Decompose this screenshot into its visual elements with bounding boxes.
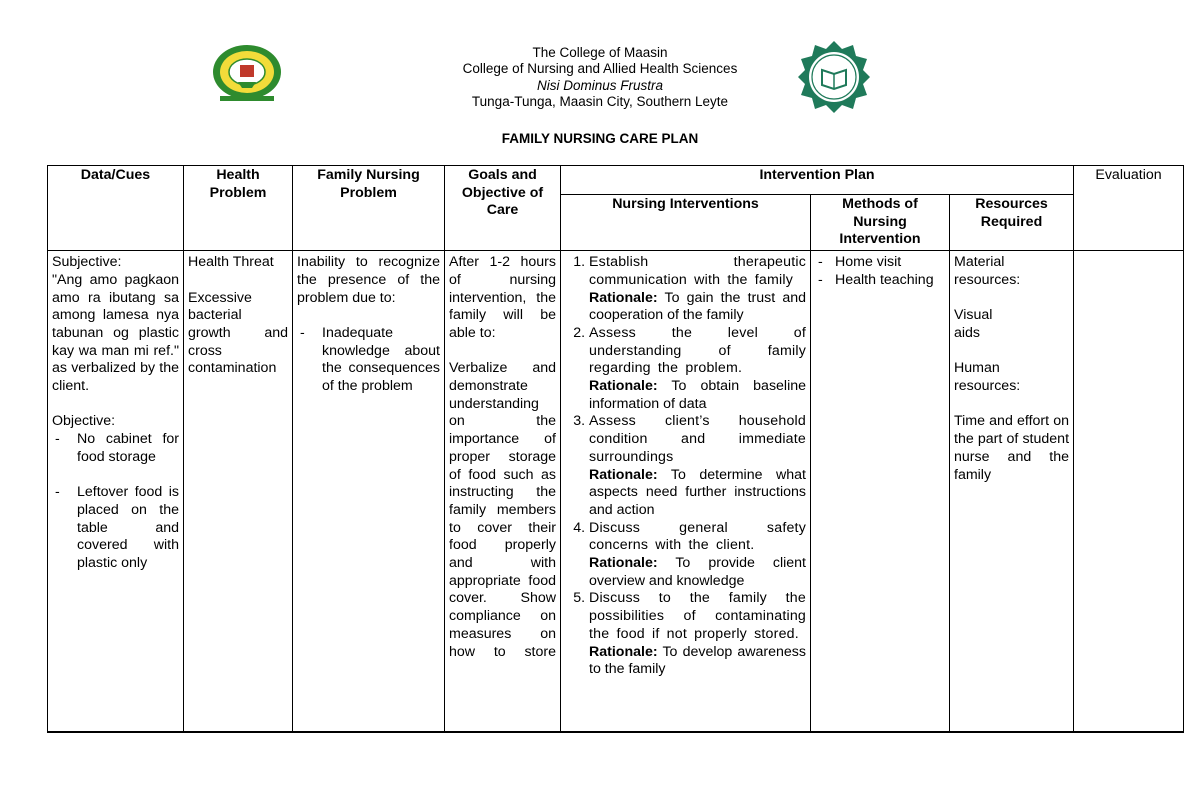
intervention-item (589, 590, 806, 679)
intervention-item (589, 325, 806, 414)
intervention-action: Discuss general safety concerns with the client. (589, 519, 806, 554)
objective-item: - No cabinet for food storage (52, 431, 179, 466)
rationale-label: Rationale: (589, 378, 658, 395)
interventions-list (565, 254, 806, 679)
cell-evaluation (1074, 251, 1184, 732)
rationale-text: To gain the trust and cooperation of the family (589, 289, 806, 324)
header-evaluation: Evaluation (1074, 166, 1184, 251)
intervention-item (589, 413, 806, 519)
cell-family-nursing-problem (293, 251, 445, 732)
cell-nursing-interventions (561, 251, 811, 732)
header-resources: Resources Required (950, 195, 1074, 251)
intervention-action: Discuss to the family the possibilities of contaminating the food if not properly stored. (589, 590, 806, 642)
goals-intro: After 1-2 hours of nursing intervention, the family will be able to: (449, 254, 556, 341)
document-title: FAMILY NURSING CARE PLAN (501, 131, 699, 146)
header-intervention-plan: Intervention Plan (561, 166, 1074, 195)
method-item: - Health teaching (815, 272, 945, 290)
cell-methods (811, 251, 950, 732)
college-name: The College of Maasin (532, 45, 668, 60)
header-health-problem: Health Problem (184, 166, 293, 251)
cell-data-cues (48, 251, 184, 732)
rationale-text: To provide client overview and knowledge (589, 555, 806, 589)
cell-resources (950, 251, 1074, 732)
cell-goals (445, 251, 561, 732)
rationale-label: Rationale: (589, 555, 658, 572)
rationale-text: To develop awareness to the family (589, 643, 806, 678)
address: Tunga-Tunga, Maasin City, Southern Leyte (471, 93, 729, 109)
header-data-cues: Data/Cues (48, 166, 184, 251)
intervention-item (589, 520, 806, 591)
goals-objective: Verbalize and demonstrate understanding on the importance of proper storage of food such as instructing the family members to cover their food properly and with appropriate food cover. Show compliance on measures on how to store (449, 360, 556, 660)
rationale-label: Rationale: (589, 289, 658, 306)
department-name: College of Nursing and Allied Health Sciences (462, 61, 738, 77)
rationale-text: To obtain baseline information of data (589, 378, 807, 412)
rationale-label: Rationale: (589, 466, 658, 483)
rationale-text: To determine what aspects need further instructions and action (589, 466, 806, 518)
subjective-label: Subjective: (52, 254, 122, 271)
objective-label: Objective: (52, 413, 116, 430)
objective-item: - Leftover food is placed on the table and covered with plastic only (52, 484, 179, 573)
subjective-quote: "Ang amo pagkaon amo ra ibutang sa among lamesa nya tabunan og plastic kay wa man mi ref." as verbalized by the client. (52, 271, 179, 395)
rationale-label: Rationale: (589, 643, 658, 660)
material-resources-items: Visual aids (954, 307, 993, 341)
human-resources-label: Human resources: (954, 360, 1021, 394)
human-resources-items: Time and effort on the part of student nurse and the family (954, 413, 1070, 483)
intervention-action: Establish therapeutic communication with the family (589, 254, 806, 288)
intervention-action: Assess the level of understanding of family regarding the problem. (589, 324, 806, 377)
intervention-action: Assess client’s household condition and immediate surroundings (589, 413, 806, 465)
material-resources-label: Material resources: (954, 254, 1021, 288)
family-problem-item: - Inadequate knowledge about the consequences of the problem (297, 325, 440, 396)
header-methods: Methods of Nursing Intervention (811, 195, 950, 251)
header-nursing-interventions: Nursing Interventions (561, 195, 811, 251)
document-header (0, 45, 1200, 110)
health-problem-detail: Excessive bacterial growth and cross contamination (188, 289, 288, 377)
motto: Nisi Dominus Frustra (536, 77, 664, 93)
care-plan-table (47, 165, 1184, 733)
intervention-item (589, 254, 806, 325)
family-problem-intro: Inability to recognize the presence of the problem due to: (297, 254, 440, 306)
cell-health-problem (184, 251, 293, 732)
method-item: - Home visit (815, 254, 945, 272)
header-goals: Goals and Objective of Care (445, 166, 561, 251)
health-problem-type: Health Threat (188, 254, 274, 271)
header-family-nursing-problem: Family Nursing Problem (293, 166, 445, 251)
